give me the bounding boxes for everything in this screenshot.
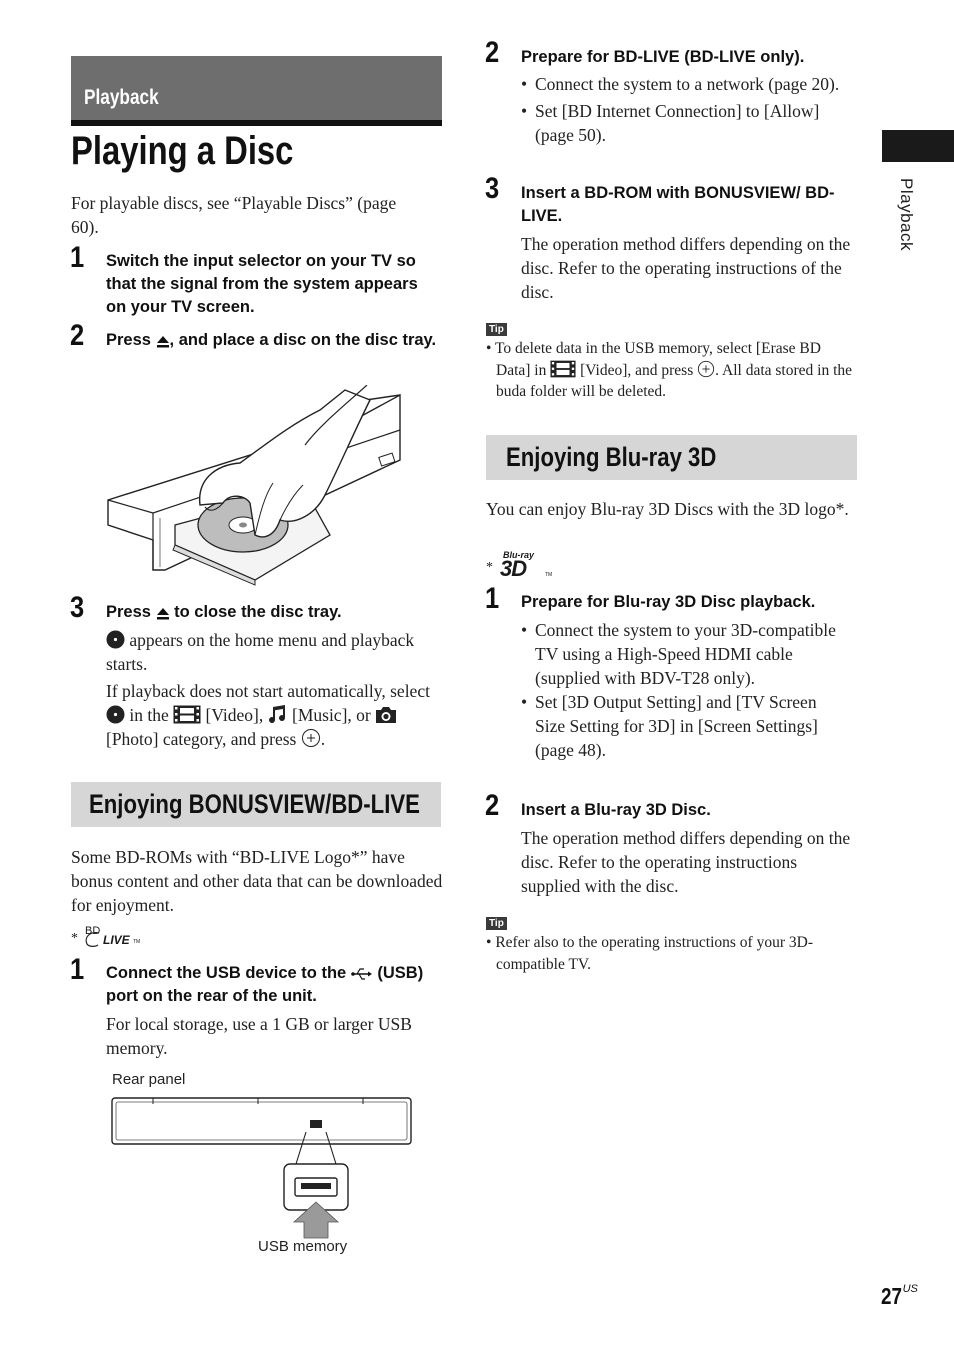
video-film-icon bbox=[173, 705, 201, 724]
music-note-icon bbox=[268, 704, 288, 724]
side-tab-label: Playback bbox=[897, 178, 916, 251]
page-title: Playing a Disc bbox=[71, 129, 294, 173]
right-step-number-2: 2 bbox=[485, 36, 500, 69]
right-step-2-bullets bbox=[521, 72, 857, 147]
section-label: Playback bbox=[84, 86, 159, 109]
header-rule bbox=[71, 120, 442, 126]
bluray-step-number-1: 1 bbox=[485, 582, 500, 615]
bluray-step-2-title: Insert a Blu-ray 3D Disc. bbox=[521, 801, 711, 819]
bluray-body: You can enjoy Blu-ray 3D Discs with the 3D logo*. bbox=[486, 499, 849, 519]
step-3-text: Press to close the disc tray. bbox=[106, 603, 342, 621]
step-number-3: 3 bbox=[70, 591, 85, 624]
step-1-text: Switch the input selector on your TV so that the signal from the system appears on your TV screen. bbox=[106, 252, 418, 316]
side-tab-block bbox=[882, 130, 954, 162]
step-2-text: Press , and place a disc on the disc tray. bbox=[106, 331, 437, 349]
disc-icon bbox=[106, 630, 125, 649]
step-3-para-1: appears on the home menu and playback starts. bbox=[106, 630, 415, 674]
step-number-2: 2 bbox=[70, 319, 85, 352]
bluray-step-number-2: 2 bbox=[485, 789, 500, 822]
intro-text: For playable discs, see “Playable Discs” (page 60). bbox=[71, 193, 397, 237]
list-item: • Set [BD Internet Connection] to [Allow] (page 50). bbox=[521, 101, 820, 145]
bonus-step-1-text: Connect the USB device to the (USB) port on the rear of the unit. bbox=[106, 964, 424, 1005]
usb-memory-label: USB memory bbox=[258, 1238, 348, 1255]
enter-button-icon bbox=[697, 360, 715, 378]
step-3-para-2: If playback does not start automatically, select in the [Video], [Music], or [Photo] category, and press . bbox=[106, 681, 430, 749]
disc-icon bbox=[106, 705, 125, 724]
section-header-bar bbox=[71, 56, 442, 120]
step-number-1: 1 bbox=[70, 241, 85, 274]
bluray-step-1-bullets bbox=[521, 618, 841, 762]
eject-icon bbox=[156, 335, 170, 348]
tip-badge-1: Tip bbox=[486, 323, 507, 336]
bluray-step-1-title: Prepare for Blu-ray 3D Disc playback. bbox=[521, 593, 816, 611]
disc-tray-illustration bbox=[105, 385, 440, 590]
photo-camera-icon bbox=[375, 705, 397, 724]
bd-live-logo: * BD LIVE TM bbox=[71, 925, 141, 947]
list-item: • Connect the system to a network (page 20). bbox=[521, 74, 840, 94]
page-number: $27^{US}$ bbox=[881, 1283, 918, 1309]
bonus-step-1-body: For local storage, use a 1 GB or larger USB memory. bbox=[106, 1014, 412, 1058]
enter-button-icon bbox=[301, 728, 321, 748]
bluray-step-2-body: The operation method differs depending on the disc. Refer to the operating instructions supplied with the disc. bbox=[521, 828, 851, 896]
rear-panel-label: Rear panel bbox=[112, 1071, 186, 1088]
video-film-icon bbox=[550, 360, 576, 378]
right-step-3-title: Insert a BD-ROM with BONUSVIEW/ BD-LIVE. bbox=[521, 184, 835, 225]
bonusview-section-title: Enjoying BONUSVIEW/BD-LIVE bbox=[89, 789, 420, 819]
tip-1-text: • To delete data in the USB memory, select [Erase BD Data] in [Video], and press . All data stored in the buda folder will be deleted. bbox=[486, 340, 853, 400]
rear-panel-diagram bbox=[108, 1092, 418, 1242]
bluray-section-title: Enjoying Blu-ray 3D bbox=[506, 442, 717, 472]
eject-icon bbox=[156, 607, 170, 620]
list-item: • Connect the system to your 3D-compatible TV using a High-Speed HDMI cable (supplied with BDV-T28 only). bbox=[521, 620, 836, 688]
right-step-number-3: 3 bbox=[485, 172, 500, 205]
bonusview-body: Some BD-ROMs with “BD-LIVE Logo*” have bonus content and other data that can be downloaded for enjoyment. bbox=[71, 847, 443, 915]
tip-badge-2: Tip bbox=[486, 917, 507, 930]
right-step-2-title: Prepare for BD-LIVE (BD-LIVE only). bbox=[521, 48, 805, 66]
usb-icon bbox=[351, 967, 373, 981]
bluray-section-header bbox=[486, 435, 857, 480]
list-item: • Set [3D Output Setting] and [TV Screen Size Setting for 3D] in [Screen Settings] (page 48). bbox=[521, 692, 818, 760]
bonusview-section-header bbox=[71, 782, 441, 827]
bluray-3d-logo: * Blu-ray 3D TM bbox=[486, 550, 553, 581]
bd-live-swoosh-icon bbox=[83, 930, 103, 948]
bonus-step-number-1: 1 bbox=[70, 953, 85, 986]
tip-2-text: • Refer also to the operating instructions of your 3D-compatible TV. bbox=[486, 934, 813, 973]
right-step-3-body: The operation method differs depending on the disc. Refer to the operating instructions of the disc. bbox=[521, 234, 851, 302]
